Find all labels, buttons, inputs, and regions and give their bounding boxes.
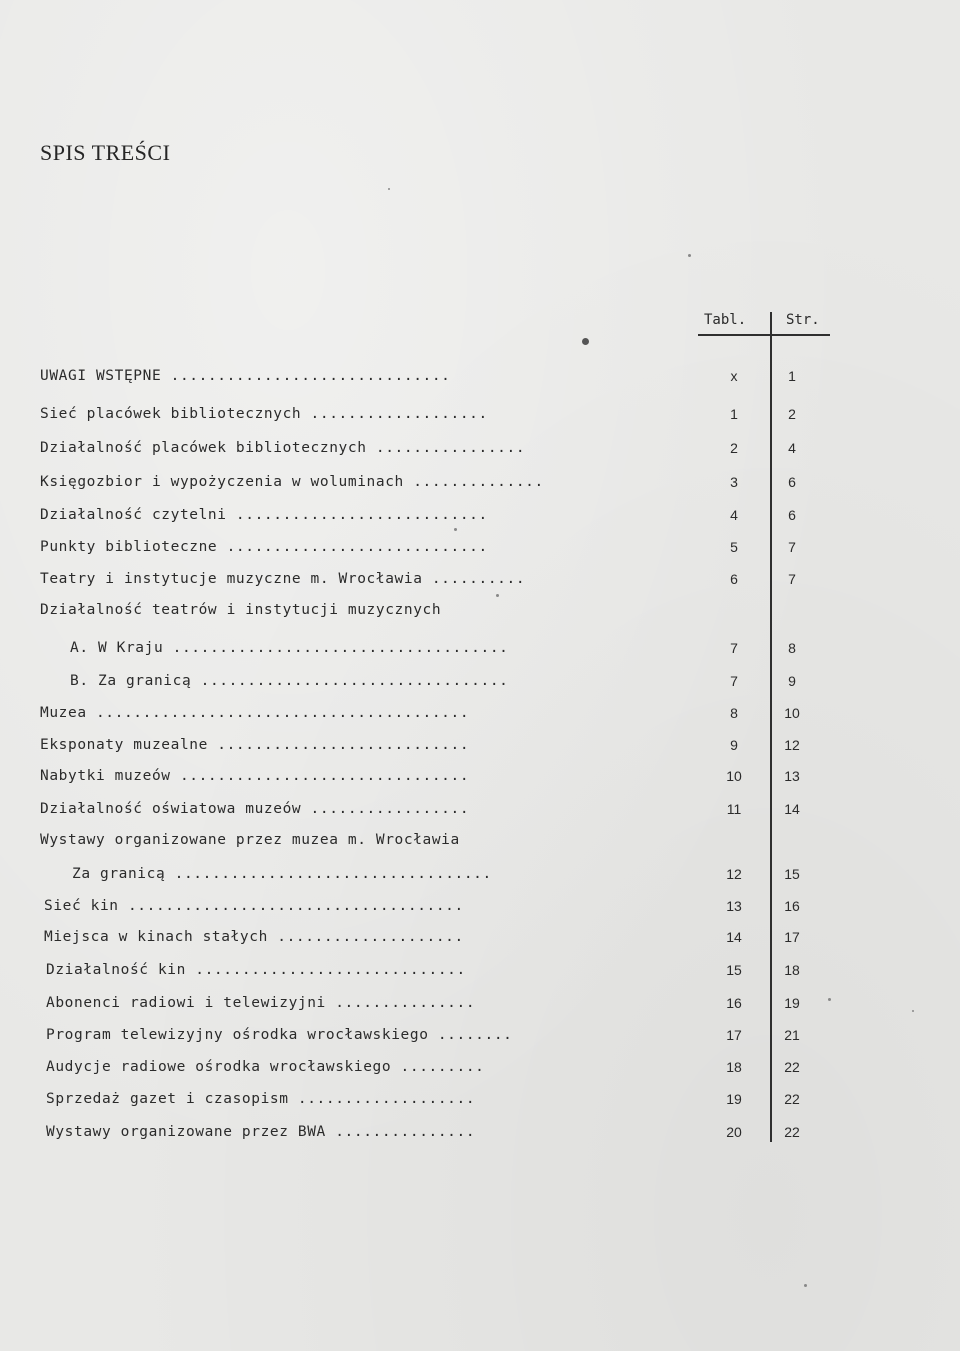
entry-page-number: 6 xyxy=(788,507,796,523)
entry-table-number: 6 xyxy=(730,571,738,587)
toc-entry xyxy=(0,602,960,626)
toc-entry xyxy=(0,705,960,729)
entry-page-number: 16 xyxy=(784,898,800,914)
scan-speck xyxy=(804,1284,807,1287)
entry-page-number: 13 xyxy=(784,768,800,784)
entry-label: Sieć kin .................................... xyxy=(44,898,464,914)
toc-entry xyxy=(0,995,960,1019)
entry-table-number: 13 xyxy=(726,898,742,914)
scan-speck xyxy=(582,338,589,345)
toc-entry xyxy=(0,929,960,953)
entry-table-number: 9 xyxy=(730,737,738,753)
entry-label: Działalność kin ............................. xyxy=(46,962,466,978)
entry-page-number: 12 xyxy=(784,737,800,753)
entry-label: B. Za granicą ................................. xyxy=(70,673,509,689)
entry-table-number: 8 xyxy=(730,705,738,721)
toc-entry xyxy=(0,737,960,761)
scan-speck xyxy=(688,254,691,257)
entry-label: Teatry i instytucje muzyczne m. Wrocławia .......... xyxy=(40,571,526,587)
column-header-str: Str. xyxy=(786,312,820,328)
entry-label: Audycje radiowe ośrodka wrocławskiego ......... xyxy=(46,1059,485,1075)
toc-entry xyxy=(0,898,960,922)
entry-label: Wystawy organizowane przez muzea m. Wrocławia xyxy=(40,832,460,848)
entry-label: Eksponaty muzealne ........................... xyxy=(40,737,470,753)
entry-label: Działalność teatrów i instytucji muzycznych xyxy=(40,602,442,618)
entry-label: Nabytki muzeów ............................... xyxy=(40,768,470,784)
entry-page-number: 22 xyxy=(784,1124,800,1140)
entry-label: UWAGI WSTĘPNE .............................. xyxy=(40,368,451,384)
toc-entry xyxy=(0,1124,960,1148)
entry-label: Punkty biblioteczne ............................ xyxy=(40,539,488,555)
scan-speck xyxy=(388,188,390,190)
entry-page-number: 15 xyxy=(784,866,800,882)
column-header-tabl: Tabl. xyxy=(704,312,747,328)
scan-speck xyxy=(828,998,831,1001)
entry-label: Wystawy organizowane przez BWA ............... xyxy=(46,1124,476,1140)
entry-table-number: 2 xyxy=(730,440,738,456)
entry-table-number: 17 xyxy=(726,1027,742,1043)
entry-table-number: 20 xyxy=(726,1124,742,1140)
entry-page-number: 14 xyxy=(784,801,800,817)
entry-page-number: 4 xyxy=(788,440,796,456)
entry-page-number: 18 xyxy=(784,962,800,978)
entry-label: Sprzedaż gazet i czasopism ................... xyxy=(46,1091,476,1107)
toc-entry xyxy=(0,571,960,595)
entry-label: A. W Kraju .................................... xyxy=(70,640,509,656)
entry-label: Program telewizyjny ośrodka wrocławskiego ........ xyxy=(46,1027,513,1043)
entry-table-number: 16 xyxy=(726,995,742,1011)
page-title: SPIS TREŚCI xyxy=(40,140,171,165)
toc-entry xyxy=(0,440,960,464)
entry-table-number: 7 xyxy=(730,640,738,656)
toc-entry xyxy=(0,474,960,498)
entry-table-number: 7 xyxy=(730,673,738,689)
toc-entry xyxy=(0,640,960,664)
entry-page-number: 7 xyxy=(788,571,796,587)
entry-label: Abonenci radiowi i telewizyjni ............... xyxy=(46,995,476,1011)
toc-entry xyxy=(0,801,960,825)
toc-entry xyxy=(0,866,960,890)
entry-table-number: 18 xyxy=(726,1059,742,1075)
entry-table-number: 1 xyxy=(730,406,738,422)
entry-label: Działalność czytelni ........................... xyxy=(40,507,488,523)
entry-label: Działalność oświatowa muzeów ................. xyxy=(40,801,470,817)
entry-label: Działalność placówek bibliotecznych ................ xyxy=(40,440,526,456)
entry-table-number: 5 xyxy=(730,539,738,555)
toc-entry xyxy=(0,1059,960,1083)
entry-table-number: 12 xyxy=(726,866,742,882)
entry-page-number: 21 xyxy=(784,1027,800,1043)
entry-page-number: 19 xyxy=(784,995,800,1011)
entry-page-number: 6 xyxy=(788,474,796,490)
entry-page-number: 10 xyxy=(784,705,800,721)
entry-page-number: 22 xyxy=(784,1059,800,1075)
toc-entry xyxy=(0,832,960,856)
header-rule xyxy=(698,334,830,336)
toc-entry xyxy=(0,507,960,531)
entry-label: Księgozbior i wypożyczenia w woluminach .............. xyxy=(40,474,544,490)
toc-entry xyxy=(0,768,960,792)
entry-label: Muzea ........................................ xyxy=(40,705,470,721)
entry-table-number: 10 xyxy=(726,768,742,784)
entry-table-number: 4 xyxy=(730,507,738,523)
entry-label: Sieć placówek bibliotecznych ................... xyxy=(40,406,488,422)
toc-entry xyxy=(0,1091,960,1115)
toc-entry xyxy=(0,406,960,430)
entry-table-number: 14 xyxy=(726,929,742,945)
entry-page-number: 22 xyxy=(784,1091,800,1107)
entry-label: Za granicą .................................. xyxy=(72,866,492,882)
toc-entry xyxy=(0,673,960,697)
scan-speck xyxy=(496,594,499,597)
entry-table-number: 11 xyxy=(726,801,742,817)
entry-page-number: 17 xyxy=(784,929,800,945)
entry-page-number: 2 xyxy=(788,406,796,422)
toc-entry xyxy=(0,1027,960,1051)
entry-table-number: x xyxy=(730,368,738,384)
scan-speck xyxy=(912,1010,914,1012)
entry-page-number: 9 xyxy=(788,673,796,689)
scan-speck xyxy=(454,528,457,531)
entry-table-number: 15 xyxy=(726,962,742,978)
entry-table-number: 3 xyxy=(730,474,738,490)
entry-page-number: 7 xyxy=(788,539,796,555)
entry-table-number: 19 xyxy=(726,1091,742,1107)
toc-entry xyxy=(0,368,960,392)
toc-entry xyxy=(0,962,960,986)
entry-label: Miejsca w kinach stałych .................... xyxy=(44,929,464,945)
entry-page-number: 8 xyxy=(788,640,796,656)
toc-entry xyxy=(0,539,960,563)
entry-page-number: 1 xyxy=(788,368,796,384)
